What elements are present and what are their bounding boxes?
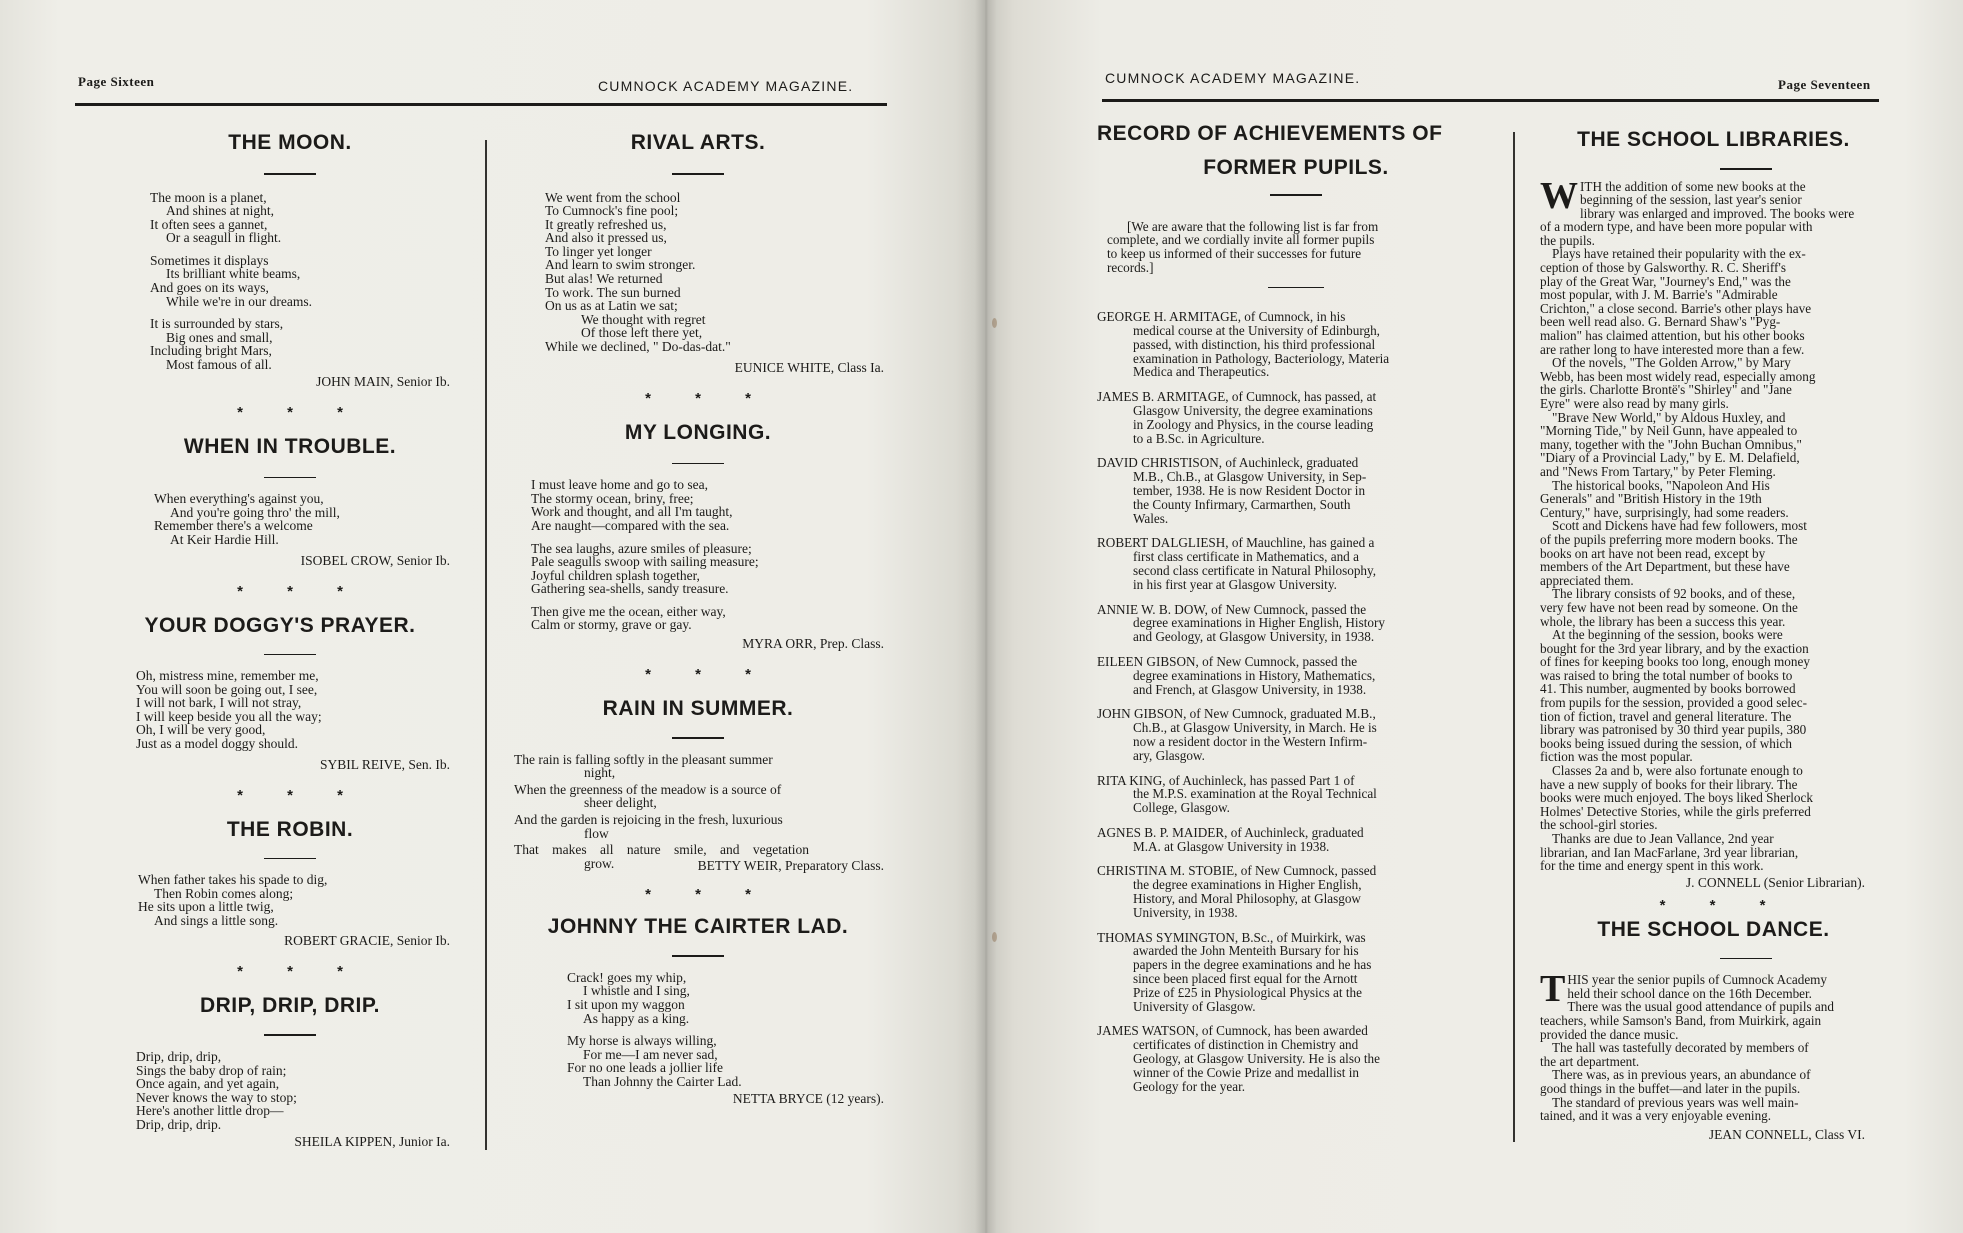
article-line: The library consists of 92 books, and of these,: [1552, 586, 1796, 602]
verse-line: Sometimes it displays: [150, 252, 269, 268]
verse-line: For me—I am never sad,: [583, 1046, 718, 1062]
entry-line: winner of the Cowie Prize and medallist in: [1133, 1064, 1359, 1080]
article-line: the pupils.: [1540, 232, 1595, 248]
verse-line: grow.: [584, 855, 615, 871]
entry-line: in Zoology and Physics, in the course leading: [1133, 416, 1374, 432]
poem-title: YOUR DOGGY'S PRAYER.: [144, 613, 416, 637]
article-line: Webb, has been most widely read, especially among: [1540, 368, 1816, 384]
entry-line: ary, Glasgow.: [1133, 747, 1205, 763]
verse-line: sheer delight,: [584, 795, 657, 811]
entry-line: EILEEN GIBSON, of New Cumnock, passed the: [1097, 653, 1358, 669]
article-line: the art department.: [1540, 1053, 1640, 1069]
entry-line: CHRISTINA M. STOBIE, of New Cumnock, passed: [1097, 863, 1377, 879]
verse-line: And also it pressed us,: [545, 230, 667, 246]
verse-line: And goes on its ways,: [150, 280, 269, 296]
libraries-column: [1520, 128, 1885, 1143]
entry-line: University of Glasgow.: [1133, 998, 1256, 1014]
article-author: J. CONNELL (Senior Librarian).: [1685, 874, 1865, 890]
entry-line: certificates of distinction in Chemistry and: [1133, 1037, 1359, 1053]
verse-line: I sit upon my waggon: [567, 997, 685, 1012]
magazine-header-right: CUMNOCK ACADEMY MAGAZINE.: [1105, 70, 1361, 86]
verse-line: It is surrounded by stars,: [150, 316, 284, 332]
verse-line: Most famous of all.: [166, 357, 272, 373]
section-separator: * * *: [237, 786, 363, 804]
article-line: whole, the library has been a success this year.: [1540, 613, 1786, 629]
verse-line: Joyful children splash together,: [531, 567, 700, 583]
article-line: for the time and energy spent in this work.: [1540, 858, 1764, 874]
verse-line: Including bright Mars,: [150, 343, 272, 359]
achievement-entry: [1097, 310, 1495, 379]
section-separator: * * *: [645, 389, 771, 407]
article-line: "Diary of a Provincial Lady," by E. M. Delafield,: [1540, 450, 1800, 466]
article-line: Classes 2a and b, were also fortunate enough to: [1552, 763, 1803, 779]
verse-line: night,: [584, 765, 616, 781]
entry-line: RITA KING, of Auchinleck, has passed Part 1 of: [1097, 772, 1355, 788]
title-rule: [1720, 958, 1772, 960]
article-line: books on art have not been read, except by: [1540, 545, 1766, 561]
magazine-header-left: CUMNOCK ACADEMY MAGAZINE.: [598, 78, 854, 94]
left-column-1: [130, 131, 450, 1150]
title-rule: [1270, 194, 1322, 196]
verse-line: Gathering sea-shells, sandy treasure.: [531, 581, 729, 597]
title-rule: [672, 463, 724, 465]
verse-line: I must leave home and go to sea,: [531, 477, 708, 493]
verse-line: Then Robin comes along;: [154, 885, 294, 901]
intro-line: complete, and we cordially invite all former pupils: [1107, 232, 1375, 248]
entry-line: papers in the degree examinations and he has: [1133, 957, 1372, 973]
article-line: tained, and it was a very enjoyable evening.: [1540, 1108, 1772, 1124]
entry-line: second class certificate in Natural Philosophy,: [1133, 562, 1377, 578]
verse-line: Its brilliant white beams,: [166, 266, 301, 282]
verse-line: To work. The sun burned: [545, 284, 681, 300]
dance-article: [1520, 968, 1885, 1124]
article-line: provided the dance music.: [1540, 1026, 1679, 1042]
verse-line: And learn to swim stronger.: [545, 257, 696, 273]
achievement-entry: [1097, 707, 1495, 762]
entry-line: JAMES WATSON, of Cumnock, has been awarded: [1097, 1023, 1368, 1039]
achievement-entry: [1097, 1024, 1495, 1093]
poem-johnny-the-cairter-lad: [512, 971, 884, 1089]
entry-line: M.A. at Glasgow University in 1938.: [1133, 838, 1330, 854]
entry-line: JOHN GIBSON, of New Cumnock, graduated M.B.,: [1097, 706, 1376, 722]
poem-author: EUNICE WHITE, Class Ia.: [734, 359, 884, 375]
left-column-2: [512, 131, 884, 1107]
article-line: There was the usual good attendance of pupils and: [1567, 999, 1834, 1015]
verse-line: While we declined, " Do-das-dat.": [545, 339, 731, 355]
article-line: "Morning Tide," by Neil Gunn, have appealed to: [1540, 423, 1798, 439]
drop-cap: W: [1540, 174, 1578, 217]
verse-line: It greatly refreshed us,: [545, 216, 667, 232]
poem-author: ISOBEL CROW, Senior Ib.: [300, 552, 450, 568]
entry-line: Glasgow University, the degree examinations: [1133, 402, 1373, 418]
entry-line: M.B., Ch.B., at Glasgow University, in Sep-: [1133, 469, 1367, 485]
article-line: members of the Art Department, but these have: [1540, 559, 1790, 575]
poem-author: SHEILA KIPPEN, Junior Ia.: [294, 1133, 450, 1149]
verse-line: While we're in our dreams.: [166, 293, 313, 309]
verse-line: We went from the school: [545, 189, 681, 205]
article-line: of a modern type, and have been more popular with: [1540, 219, 1813, 235]
entry-line: University, in 1938.: [1133, 904, 1238, 920]
intro-rule: [1268, 287, 1324, 289]
verse-line: Pale seagulls swoop with sailing measure;: [531, 554, 759, 570]
article-line: The hall was tastefully decorated by members of: [1552, 1040, 1809, 1056]
verse-line: But alas! We returned: [545, 271, 663, 287]
verse-line: Drip, drip, drip.: [136, 1116, 222, 1132]
article-line: many, together with the "John Buchan Omnibus,": [1540, 436, 1802, 452]
article-line: books being issued during the session, of which: [1540, 735, 1793, 751]
article-line: Thanks are due to Jean Vallance, 2nd year: [1552, 831, 1774, 846]
entry-line: ROBERT DALGLIESH, of Mauchline, has gained a: [1097, 535, 1375, 551]
achievement-entry: [1097, 774, 1495, 815]
verse-line: When father takes his spade to dig,: [138, 872, 328, 888]
verse-line: When everything's against you,: [154, 491, 324, 507]
page-seventeen: [985, 0, 1963, 1233]
verse-line: We thought with regret: [581, 311, 706, 327]
verse-line: Oh, I will be very good,: [136, 722, 266, 738]
achievement-entry: [1097, 390, 1495, 445]
poem-title: RIVAL ARTS.: [630, 131, 766, 154]
entry-line: Medica and Therapeutics.: [1133, 364, 1270, 380]
entry-line: degree examinations in Higher English, History: [1133, 615, 1385, 631]
poem-rain-in-summer: [512, 753, 884, 871]
intro-line: [We are aware that the following list is far from: [1127, 218, 1379, 234]
verse-line: It often sees a gannet,: [150, 216, 268, 232]
poem-title: RAIN IN SUMMER.: [602, 697, 794, 721]
title-rule: [264, 1034, 316, 1036]
verse-line: Big ones and small,: [166, 329, 273, 345]
entry-line: passed, with distinction, his third professional: [1133, 336, 1376, 352]
verse-line: flow: [584, 825, 609, 841]
verse-line: The moon is a planet,: [150, 189, 267, 205]
verse-line: Just as a model doggy should.: [136, 735, 298, 751]
article-line: of fines for keeping books too long, enough money: [1540, 654, 1810, 670]
article-line: fiction was the most popular.: [1540, 749, 1693, 765]
verse-line: Than Johnny the Cairter Lad.: [583, 1073, 742, 1089]
verse-line: On us as at Latin we sat;: [545, 298, 678, 314]
article-line: of the pupils preferring more modern books. The: [1540, 531, 1798, 547]
verse-line: Sings the baby drop of rain;: [136, 1062, 287, 1078]
title-rule: [1720, 168, 1772, 170]
verse-line: Oh, mistress mine, remember me,: [136, 668, 319, 683]
verse-line: And you're going thro' the mill,: [170, 504, 340, 520]
verse-line: As happy as a king.: [583, 1010, 690, 1026]
poem-my-longing: [512, 478, 884, 632]
poem-author: BETTY WEIR, Preparatory Class.: [697, 858, 884, 874]
article-author: JEAN CONNELL, Class VI.: [1708, 1126, 1865, 1142]
article-line: the girls. Charlotte Brontë's "Shirley" and "Jane: [1540, 382, 1792, 398]
article-line: held their school dance on the 16th December.: [1567, 985, 1812, 1001]
verse-line: Never knows the way to stop;: [136, 1089, 297, 1105]
achievement-entry: [1097, 603, 1495, 644]
article-line: There was, as in previous years, an abundance of: [1552, 1067, 1811, 1083]
article-line: good things in the buffet—and later in the pupils.: [1540, 1081, 1801, 1097]
entry-line: medical course at the University of Edinburgh,: [1133, 322, 1380, 338]
verse-line: He sits upon a little twig,: [138, 899, 274, 915]
section-separator: * * *: [237, 963, 363, 981]
poem-author: JOHN MAIN, Senior Ib.: [316, 373, 450, 389]
article-line: was raised to bring the total number of books to: [1540, 667, 1793, 683]
article-line: beginning of the session, last year's senior: [1580, 192, 1802, 208]
verse-line: I will keep beside you all the way;: [136, 708, 322, 724]
achievement-entry: [1097, 655, 1495, 696]
poem-title: JOHNNY THE CAIRTER LAD.: [547, 915, 849, 939]
article-line: very few have not been read by someone. On the: [1540, 599, 1798, 615]
article-line: Scott and Dickens have had few followers, most: [1552, 518, 1807, 534]
achievements-list: [1097, 310, 1495, 1093]
article-line: HIS year the senior pupils of Cumnock Academy: [1567, 972, 1828, 988]
article-line: Crichton," a close second. Barrie's other plays have: [1540, 300, 1812, 316]
poem-title: MY LONGING.: [624, 420, 772, 444]
verse-line: At Keir Hardie Hill.: [170, 531, 279, 547]
article-line: 41. This number, augmented by books borrowed: [1540, 681, 1796, 697]
verse-line: Remember there's a welcome: [154, 518, 313, 534]
verse-line: You will soon be going out, I see,: [136, 681, 318, 697]
page-number-right: Page Seventeen: [1778, 77, 1871, 92]
poem-title: WHEN IN TROUBLE.: [183, 434, 397, 458]
column-divider-left: [485, 140, 487, 1150]
poem-rival-arts: [512, 191, 884, 354]
verse-line: Crack! goes my whip,: [567, 969, 687, 985]
verse-line: When the greenness of the meadow is a source of: [514, 781, 782, 797]
achievement-entry: [1097, 826, 1495, 854]
achievement-entry: [1097, 536, 1495, 591]
title-rule: [264, 654, 316, 656]
title-rule: [264, 858, 316, 860]
verse-line: And the garden is rejoicing in the fresh, luxurious: [514, 811, 783, 827]
entry-line: first class certificate in Mathematics, and a: [1133, 549, 1359, 565]
article-line: most popular, with J. M. Barrie's "Admirable: [1540, 287, 1778, 303]
verse-line: To Cumnock's fine pool;: [545, 203, 679, 219]
poem-author: SYBIL REIVE, Sen. Ib.: [320, 756, 450, 772]
achievement-entry: [1097, 456, 1495, 525]
article-line: Plays have retained their popularity with the ex-: [1552, 246, 1806, 262]
verse-line: I will not bark, I will not stray,: [136, 695, 302, 711]
verse-line: And sings a little song.: [154, 912, 279, 928]
record-intro: [1097, 220, 1495, 275]
verse-line: Or a seagull in flight.: [166, 230, 282, 246]
poem-title: THE MOON.: [228, 131, 352, 154]
intro-line: records.]: [1107, 259, 1154, 275]
article-line: been well read also. G. Bernard Shaw's "Pyg-: [1540, 314, 1781, 330]
entry-line: since been placed first equal for the Arnott: [1133, 971, 1358, 987]
article-line: The standard of previous years was well main-: [1552, 1094, 1799, 1110]
verse-line: Calm or stormy, grave or gay.: [531, 617, 692, 633]
title-rule: [264, 477, 316, 479]
poem-the-robin: [130, 873, 450, 927]
section-separator: * * *: [645, 666, 771, 684]
verse-line: Of those left there yet,: [581, 325, 703, 341]
article-line: from pupils for the session, provided a good selec-: [1540, 695, 1807, 711]
entry-line: examination in Pathology, Bacteriology, Materia: [1133, 350, 1390, 366]
entry-line: to a B.Sc. in Agriculture.: [1133, 430, 1265, 446]
article-line: ITH the addition of some new books at the: [1580, 178, 1806, 194]
verse-line: Once again, and yet again,: [136, 1076, 280, 1092]
article-line: appreciated them.: [1540, 572, 1634, 588]
entry-line: Ch.B., at Glasgow University, in March. He is: [1133, 720, 1377, 736]
article-line: have a new supply of books for their library. The: [1540, 776, 1798, 792]
poem-title: DRIP, DRIP, DRIP.: [199, 994, 381, 1018]
article-line: library was patronised by 30 third year pupils, 380: [1540, 722, 1807, 738]
verse-line: Here's another little drop—: [136, 1103, 284, 1119]
article-line: play of the Great War, "Journey's End," was the: [1540, 273, 1791, 289]
poem-title: THE ROBIN.: [226, 817, 354, 841]
verse-line: To linger yet longer: [545, 243, 652, 259]
article-line: Holmes' Detective Stories, while the girls preferred: [1540, 803, 1811, 819]
article-line: At the beginning of the session, books were: [1552, 627, 1783, 643]
section-separator: * * *: [237, 403, 363, 421]
verse-line: For no one leads a jollier life: [567, 1060, 723, 1076]
title-rule: [672, 737, 724, 739]
poem-author: NETTA BRYCE (12 years).: [732, 1090, 884, 1106]
poem-your-doggys-prayer: [130, 669, 450, 751]
entry-line: Geology, at Glasgow University. He is also the: [1133, 1051, 1380, 1067]
verse-line: Are naught—compared with the sea.: [531, 517, 730, 533]
entry-line: Wales.: [1133, 510, 1169, 526]
poem-author: ROBERT GRACIE, Senior Ib.: [284, 933, 450, 949]
article-line: bought for the 3rd year library, and by the exaction: [1540, 640, 1809, 656]
record-column: [1097, 122, 1495, 1104]
header-rule-left: [75, 103, 887, 106]
entry-line: the M.P.S. examination at the Royal Technical: [1133, 786, 1377, 802]
section-separator: * * *: [237, 582, 363, 600]
poem-author: MYRA ORR, Prep. Class.: [742, 636, 884, 652]
article-line: tion of fiction, travel and general literature. The: [1540, 708, 1792, 724]
poem-the-moon: [130, 191, 450, 372]
libraries-title: THE SCHOOL LIBRARIES.: [1577, 128, 1850, 151]
intro-line: to keep us informed of their successes for future: [1107, 246, 1362, 262]
record-title-line-1: RECORD OF ACHIEVEMENTS OF: [1097, 122, 1443, 145]
section-separator: * * *: [645, 886, 771, 904]
title-rule: [672, 173, 724, 175]
title-rule: [264, 173, 316, 175]
entry-line: and Geology, at Glasgow University, in 1938.: [1133, 629, 1375, 645]
article-line: Century," have, surprisingly, had some readers.: [1540, 504, 1789, 520]
entry-line: College, Glasgow.: [1133, 800, 1230, 816]
article-line: are rather long to have interested more than a few.: [1540, 341, 1805, 357]
article-line: "Brave New World," by Aldous Huxley, and: [1552, 409, 1786, 425]
article-line: library was enlarged and improved. The books were: [1580, 205, 1855, 221]
entry-line: now a resident doctor in the Western Infirm-: [1133, 733, 1368, 749]
entry-line: the degree examinations in Higher English,: [1133, 877, 1362, 893]
page-number-left: Page Sixteen: [78, 74, 155, 89]
book-gutter: [975, 0, 997, 1233]
article-line: Of the novels, "The Golden Arrow," by Mary: [1552, 355, 1791, 371]
article-line: The historical books, "Napoleon And His: [1552, 477, 1770, 493]
entry-line: degree examinations in History, Mathematics,: [1133, 667, 1376, 683]
entry-line: AGNES B. P. MAIDER, of Auchinleck, graduated: [1097, 824, 1364, 840]
entry-line: ANNIE W. B. DOW, of New Cumnock, passed the: [1097, 601, 1367, 617]
article-line: the school-girl stories.: [1540, 817, 1658, 833]
verse-line: The stormy ocean, briny, free;: [531, 490, 694, 506]
verse-line: Work and thought, and all I'm taught,: [531, 504, 733, 520]
entry-line: in his first year at Glasgow University.: [1133, 576, 1337, 592]
article-line: ception of those by Galsworthy. R. C. Sheriff's: [1540, 260, 1786, 276]
entry-line: and French, at Glasgow University, in 1938.: [1133, 681, 1367, 697]
entry-line: Prize of £25 in Physiological Physics at the: [1133, 984, 1362, 1000]
column-divider-right: [1513, 132, 1515, 1142]
entry-line: THOMAS SYMINGTON, B.Sc., of Muirkirk, was: [1097, 929, 1366, 945]
drop-cap: T: [1540, 968, 1566, 1011]
article-line: Generals" and "British History in the 19th: [1540, 491, 1762, 507]
poem-when-in-trouble: [130, 492, 450, 546]
article-line: malion" has claimed attention, but his other books: [1540, 328, 1805, 344]
verse-line: And shines at night,: [166, 203, 274, 219]
verse-line: I whistle and I sing,: [583, 983, 690, 999]
section-separator: * * *: [1659, 896, 1786, 914]
achievement-entry: [1097, 931, 1495, 1014]
header-rule-right: [1102, 99, 1879, 102]
title-rule: [672, 955, 724, 957]
verse-line: The rain is falling softly in the pleasant summer: [514, 751, 773, 767]
entry-line: awarded the John Menteith Bursary for his: [1133, 943, 1359, 959]
record-title-line-2: FORMER PUPILS.: [1203, 156, 1389, 179]
entry-line: tember, 1938. He is now Resident Doctor in: [1133, 482, 1366, 498]
verse-line: Then give me the ocean, either way,: [531, 603, 726, 619]
libraries-article: [1520, 174, 1885, 874]
entry-line: GEORGE H. ARMITAGE, of Cumnock, in his: [1097, 309, 1346, 325]
article-line: teachers, while Samson's Band, from Muirkirk, again: [1540, 1013, 1822, 1029]
verse-line: The sea laughs, azure smiles of pleasure;: [531, 540, 752, 556]
article-line: books were much enjoyed. The boys liked Sherlock: [1540, 790, 1813, 806]
verse-line: My horse is always willing,: [567, 1033, 717, 1049]
achievement-entry: [1097, 864, 1495, 919]
entry-line: History, and Moral Philosophy, at Glasgow: [1133, 891, 1361, 907]
entry-line: the County Infirmary, Carmarthen, South: [1133, 496, 1351, 512]
dance-title: THE SCHOOL DANCE.: [1597, 917, 1830, 941]
entry-line: DAVID CHRISTISON, of Auchinleck, graduated: [1097, 455, 1359, 471]
verse-line: That makes all nature smile, and vegetation: [514, 842, 810, 858]
poem-drip-drip-drip: [130, 1050, 450, 1132]
entry-line: JAMES B. ARMITAGE, of Cumnock, has passed, at: [1097, 389, 1377, 405]
article-line: Eyre" were also read by many girls.: [1540, 396, 1729, 411]
article-line: and "News From Tartary," by Peter Fleming.: [1540, 463, 1776, 479]
verse-line: Drip, drip, drip,: [136, 1048, 222, 1064]
article-line: librarian, and Ian MacFarlane, 3rd year librarian,: [1540, 844, 1799, 860]
entry-line: Geology for the year.: [1133, 1078, 1246, 1094]
